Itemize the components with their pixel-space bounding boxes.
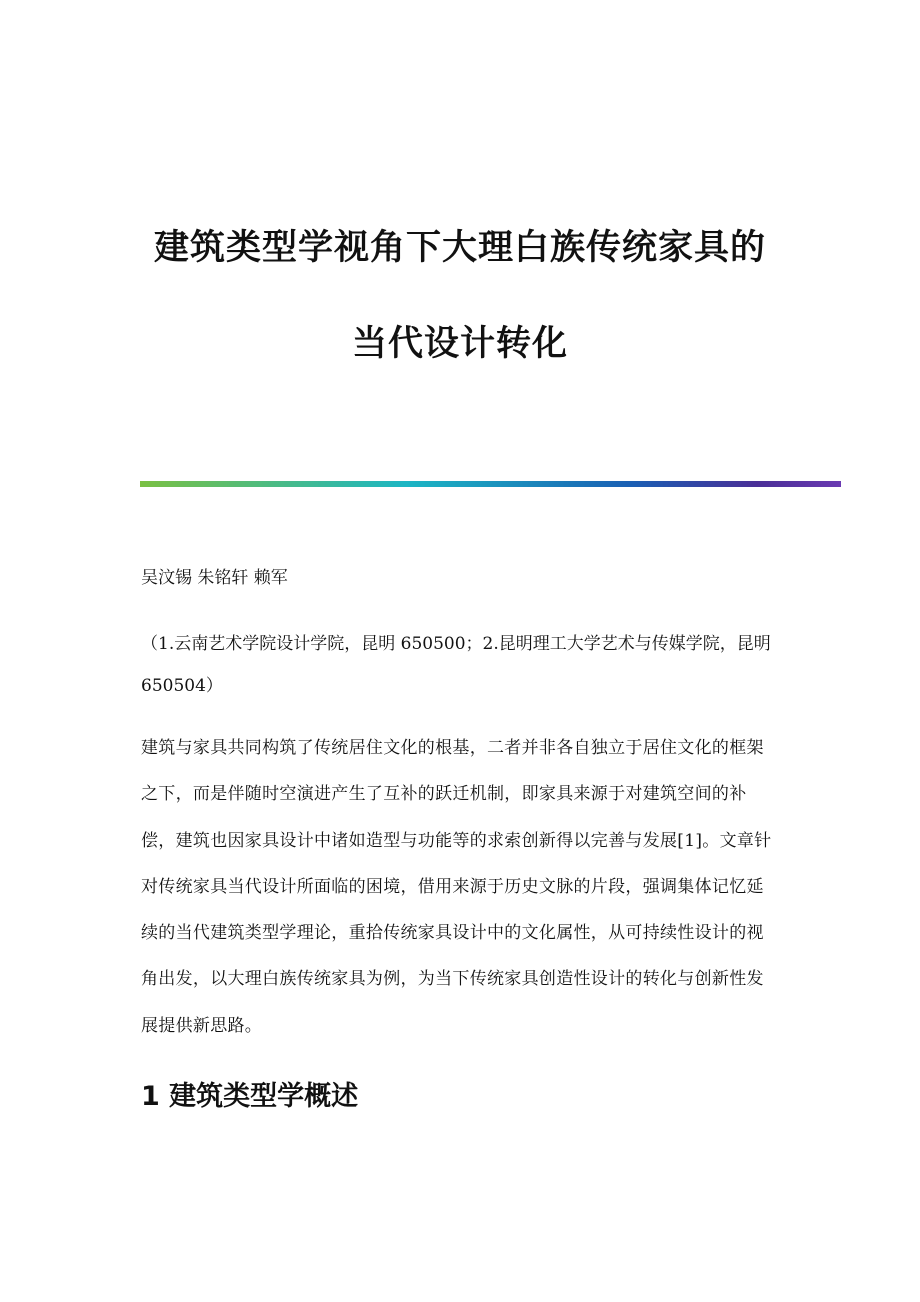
author-list: 吴汶锡 朱铭轩 赖军 bbox=[141, 568, 288, 588]
section-heading: 1 建筑类型学概述 bbox=[141, 1081, 359, 1112]
abstract-paragraph: 建筑与家具共同构筑了传统居住文化的根基，二者并非各自独立于居住文化的框架之下，而是伴随时空演进产生了互补的跃迁机制，即家具来源于对建筑空间的补偿，建筑也因家具设计中诸如造型与功能等的求索创新得以完善与发展[1]。文章针对传统家具当代设计所面临的困境，借用来源于历史文脉的片段，强调集体记忆延续的当代建筑类型学理论，重拾传统家具设计中的文化属性，从可持续性设计的视角出发，以大理白族传统家具为例，为当下传统家具创造性设计的转化与创新性发展提供新思路。 bbox=[141, 738, 772, 1036]
paper-title-line-1: 建筑类型学视角下大理白族传统家具的 bbox=[153, 228, 766, 268]
paper-title-line-2: 当代设计转化 bbox=[351, 324, 568, 364]
affiliations: （1.云南艺术学院设计学院，昆明 650500；2.昆明理工大学艺术与传媒学院，昆明 650504） bbox=[141, 634, 771, 696]
gradient-divider bbox=[140, 481, 841, 487]
